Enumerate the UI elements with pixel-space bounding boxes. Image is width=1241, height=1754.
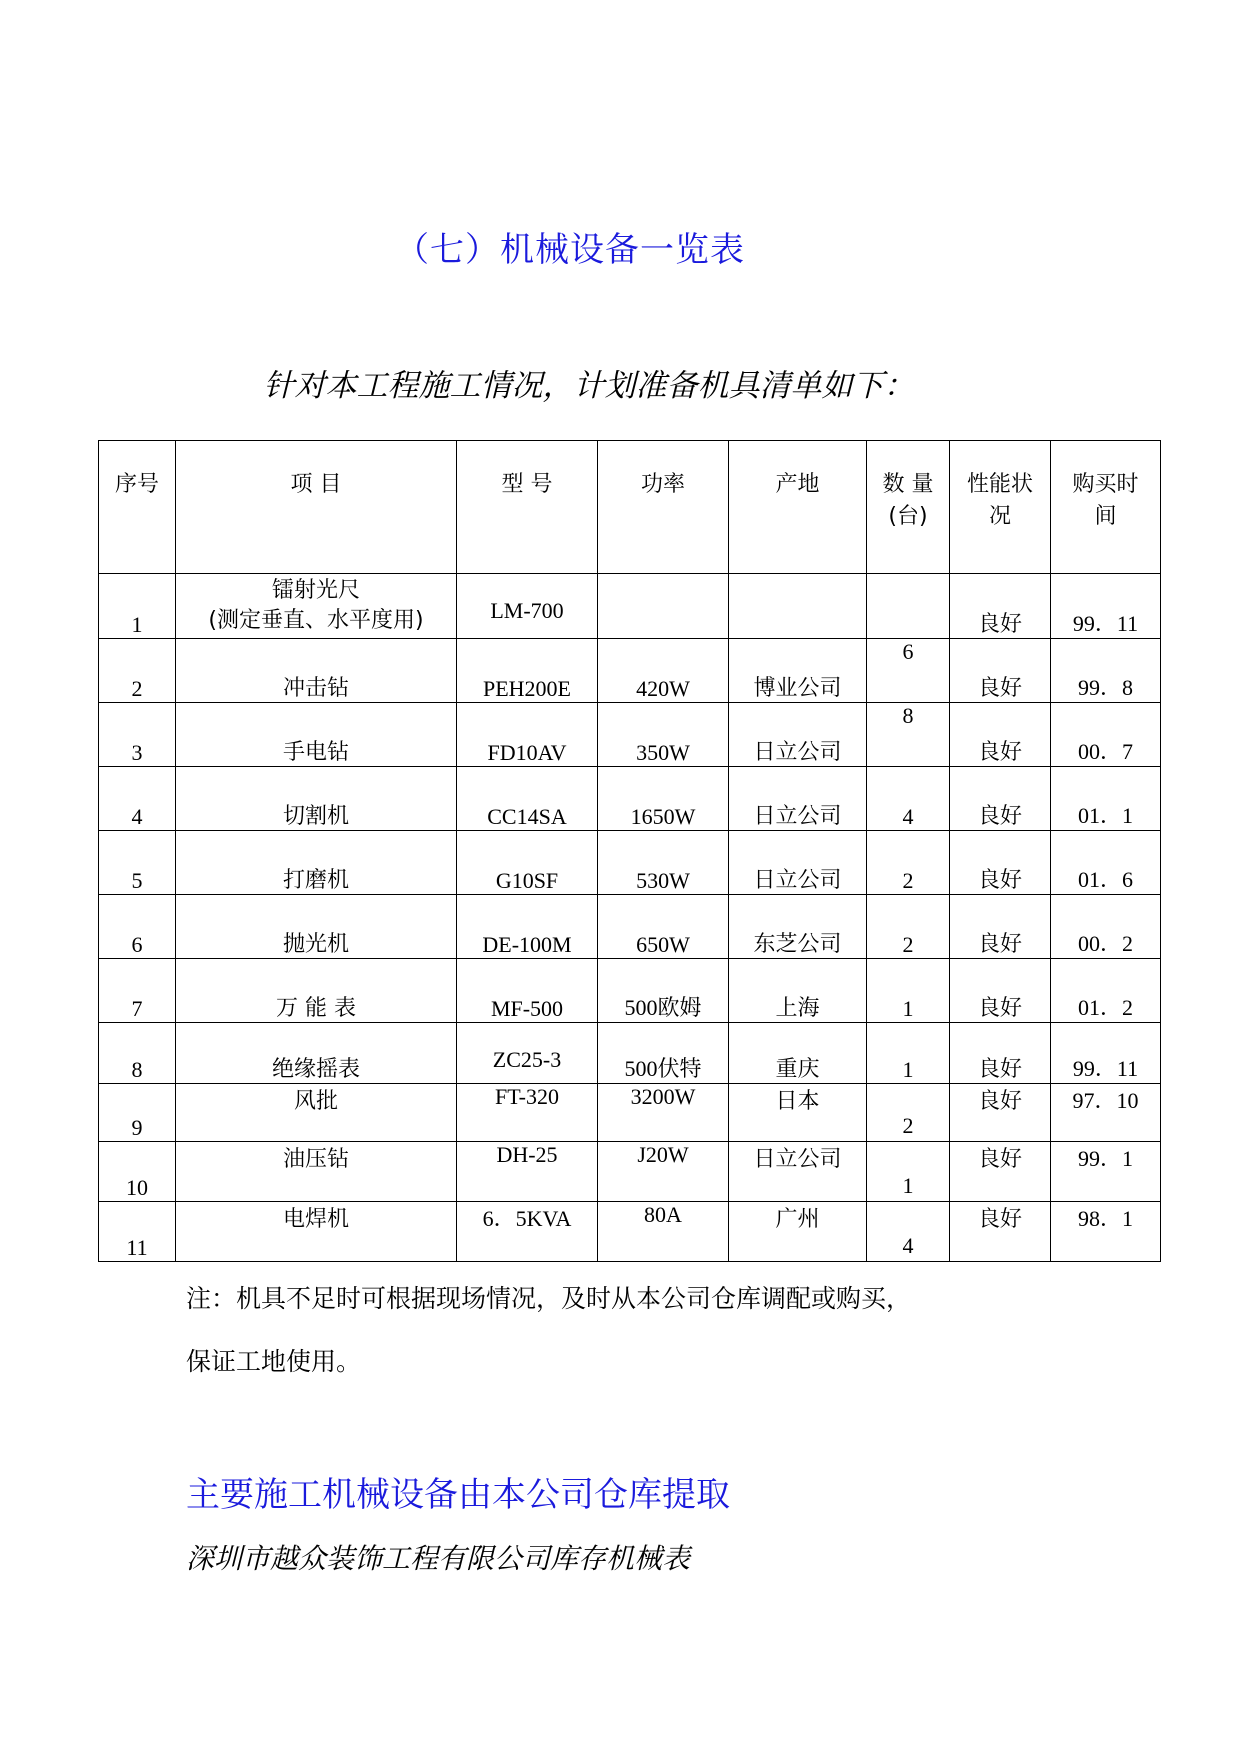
- cell-seq: 10: [99, 1142, 176, 1202]
- cell-qty: 2: [867, 831, 950, 895]
- cell-status: 良好: [950, 1084, 1051, 1142]
- cell-origin: 日立公司: [729, 703, 867, 767]
- cell-date: 99．11: [1051, 1023, 1161, 1084]
- cell-origin: 广州: [729, 1202, 867, 1262]
- cell-origin: 日立公司: [729, 767, 867, 831]
- cell-model: DH-25: [457, 1142, 598, 1202]
- note-line-2: 保证工地使用。: [186, 1347, 362, 1376]
- cell-status: 良好: [950, 574, 1051, 639]
- cell-seq: 3: [99, 703, 176, 767]
- cell-status: 良好: [950, 895, 1051, 959]
- table-row: [99, 1084, 1161, 1142]
- cell-qty: 2: [867, 1084, 950, 1142]
- cell-power: [598, 574, 729, 639]
- cell-power: 3200W: [598, 1084, 729, 1142]
- cell-seq: 11: [99, 1202, 176, 1262]
- cell-date: 99．1: [1051, 1142, 1161, 1202]
- table-header-row: [99, 441, 1161, 574]
- cell-item: 抛光机: [176, 895, 457, 959]
- equipment-table: [98, 440, 1161, 1262]
- cell-qty: 8: [867, 703, 950, 767]
- cell-origin: 日立公司: [729, 1142, 867, 1202]
- header-seq: 序号: [99, 441, 176, 574]
- cell-origin: 重庆: [729, 1023, 867, 1084]
- cell-qty: [867, 574, 950, 639]
- cell-status: 良好: [950, 639, 1051, 703]
- header-date: [1051, 441, 1161, 574]
- header-qty-line1: 数 量: [882, 472, 934, 497]
- cell-qty: 4: [867, 767, 950, 831]
- cell-item-line1: 镭射光尺: [271, 578, 360, 603]
- cell-model: ZC25-3: [457, 1023, 598, 1084]
- cell-seq: 8: [99, 1023, 176, 1084]
- table-row: [99, 831, 1161, 895]
- header-status: [950, 441, 1051, 574]
- cell-date: 00．7: [1051, 703, 1161, 767]
- intro-text: 针对本工程施工情况，计划准备机具清单如下：: [263, 368, 915, 404]
- cell-qty: 1: [867, 1142, 950, 1202]
- cell-seq: 1: [99, 574, 176, 639]
- section-heading: 主要施工机械设备由本公司仓库提取: [186, 1475, 730, 1515]
- cell-item: 绝缘摇表: [176, 1023, 457, 1084]
- cell-model: FD10AV: [457, 703, 598, 767]
- cell-power: 420W: [598, 639, 729, 703]
- cell-status: 良好: [950, 959, 1051, 1023]
- table-row: [99, 1202, 1161, 1262]
- cell-origin: 东芝公司: [729, 895, 867, 959]
- cell-model: FT-320: [457, 1084, 598, 1142]
- header-power: 功率: [598, 441, 729, 574]
- header-date-line1: 购买时: [1072, 472, 1139, 497]
- cell-origin: 上海: [729, 959, 867, 1023]
- table-row: [99, 895, 1161, 959]
- cell-power: 500欧姆: [598, 959, 729, 1023]
- cell-status: 良好: [950, 1202, 1051, 1262]
- cell-item: 切割机: [176, 767, 457, 831]
- cell-status: 良好: [950, 831, 1051, 895]
- section-subheading: 深圳市越众装饰工程有限公司库存机械表: [186, 1542, 691, 1575]
- cell-item: 风批: [176, 1084, 457, 1142]
- cell-power: 500伏特: [598, 1023, 729, 1084]
- cell-origin: 博业公司: [729, 639, 867, 703]
- cell-seq: 7: [99, 959, 176, 1023]
- cell-seq: 9: [99, 1084, 176, 1142]
- table-row: [99, 574, 1161, 639]
- header-date-line2: 间: [1094, 504, 1117, 529]
- cell-qty: 2: [867, 895, 950, 959]
- header-item: 项 目: [176, 441, 457, 574]
- header-qty-line2: (台): [888, 504, 928, 529]
- cell-origin: 日立公司: [729, 831, 867, 895]
- cell-power: 650W: [598, 895, 729, 959]
- cell-item: 冲击钻: [176, 639, 457, 703]
- cell-date: 97．10: [1051, 1084, 1161, 1142]
- cell-model: PEH200E: [457, 639, 598, 703]
- cell-qty: 4: [867, 1202, 950, 1262]
- cell-qty: 1: [867, 959, 950, 1023]
- cell-model: DE-100M: [457, 895, 598, 959]
- cell-power: 530W: [598, 831, 729, 895]
- cell-status: 良好: [950, 1142, 1051, 1202]
- header-status-line2: 况: [988, 504, 1011, 529]
- page-title: （七）机械设备一览表: [395, 230, 745, 270]
- cell-model: CC14SA: [457, 767, 598, 831]
- cell-item: [176, 574, 457, 639]
- table-row: [99, 1142, 1161, 1202]
- cell-power: 1650W: [598, 767, 729, 831]
- cell-model: LM-700: [457, 574, 598, 639]
- cell-status: 良好: [950, 767, 1051, 831]
- cell-power: 80A: [598, 1202, 729, 1262]
- cell-item: 打磨机: [176, 831, 457, 895]
- table-row: [99, 767, 1161, 831]
- note-line-1: 注：机具不足时可根据现场情况，及时从本公司仓库调配或购买，: [186, 1284, 912, 1313]
- cell-item: 油压钻: [176, 1142, 457, 1202]
- cell-date: 00．2: [1051, 895, 1161, 959]
- cell-model: MF-500: [457, 959, 598, 1023]
- cell-item-line2: (测定垂直、水平度用): [208, 608, 424, 633]
- cell-power: J20W: [598, 1142, 729, 1202]
- table-row: [99, 959, 1161, 1023]
- cell-date: 01．6: [1051, 831, 1161, 895]
- header-status-line1: 性能状: [966, 472, 1033, 497]
- header-model: 型 号: [457, 441, 598, 574]
- cell-status: 良好: [950, 1023, 1051, 1084]
- cell-model: G10SF: [457, 831, 598, 895]
- cell-qty: 6: [867, 639, 950, 703]
- cell-model: 6．5KVA: [457, 1202, 598, 1262]
- header-qty: [867, 441, 950, 574]
- cell-seq: 4: [99, 767, 176, 831]
- table-row: [99, 639, 1161, 703]
- cell-date: 98．1: [1051, 1202, 1161, 1262]
- cell-power: 350W: [598, 703, 729, 767]
- cell-seq: 6: [99, 895, 176, 959]
- cell-status: 良好: [950, 703, 1051, 767]
- cell-seq: 5: [99, 831, 176, 895]
- cell-item: 手电钻: [176, 703, 457, 767]
- cell-date: 99．8: [1051, 639, 1161, 703]
- header-origin: 产地: [729, 441, 867, 574]
- cell-origin: [729, 574, 867, 639]
- table-row: [99, 1023, 1161, 1084]
- cell-item: 电焊机: [176, 1202, 457, 1262]
- cell-seq: 2: [99, 639, 176, 703]
- cell-qty: 1: [867, 1023, 950, 1084]
- cell-origin: 日本: [729, 1084, 867, 1142]
- cell-date: 01．2: [1051, 959, 1161, 1023]
- cell-date: 99．11: [1051, 574, 1161, 639]
- cell-date: 01．1: [1051, 767, 1161, 831]
- cell-item: 万 能 表: [176, 959, 457, 1023]
- table-row: [99, 703, 1161, 767]
